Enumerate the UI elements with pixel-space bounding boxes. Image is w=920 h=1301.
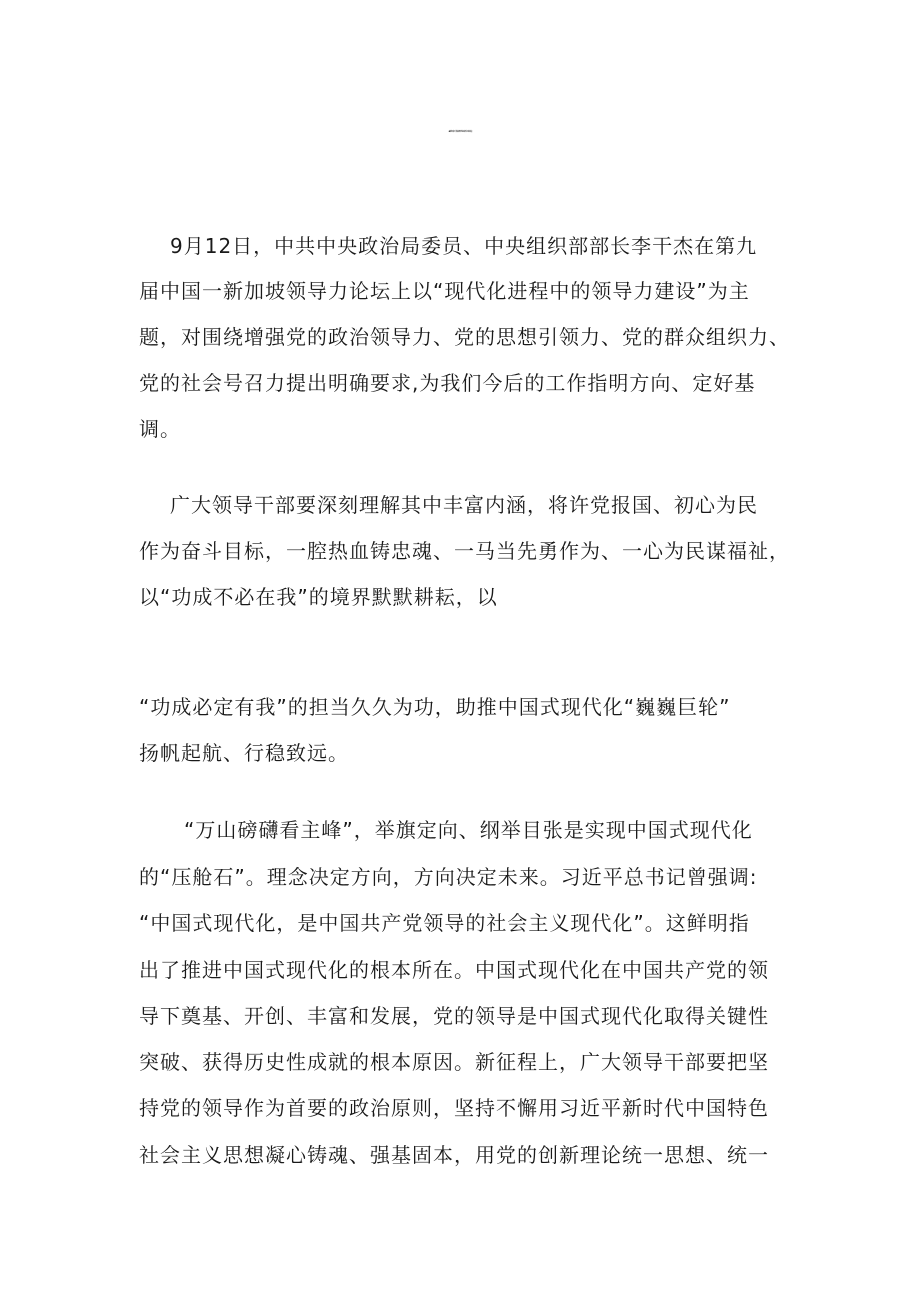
document-title: 2023第九届中国一新加坡领导力论坛讲话学习心得体会 (448, 131, 472, 133)
paragraph-4-line-3: “中国式现代化，是中国共产党领导的社会主义现代化”。这鲜明指 (139, 911, 750, 935)
paragraph-1-line-5: 调。 (139, 417, 181, 441)
paragraph-1-line-3: 题，对围绕增强党的政治领导力、党的思想引领力、党的群众组织力、 (139, 325, 790, 349)
paragraph-4-line-5: 导下奠基、开创、丰富和发展，党的领导是中国式现代化取得关键性 (139, 1004, 769, 1028)
paragraph-3-line-2: 扬帆起航、行稳致远。 (139, 741, 349, 765)
paragraph-1-line-4: 党的社会号召力提出明确要求,为我们今后的工作指明方向、定好基 (139, 371, 756, 395)
paragraph-4-line-1: “万山磅礴看主峰”，举旗定向、纲举目张是实现中国式现代化 (184, 818, 753, 842)
paragraph-4-line-8: 社会主义思想凝心铸魂、强基固本，用党的创新理论统一思想、统一 (139, 1143, 769, 1167)
paragraph-4-line-6: 突破、获得历史性成就的根本原因。新征程上，广大领导干部要把坚 (139, 1050, 769, 1074)
paragraph-2-line-2: 作为奋斗目标，一腔热血铸忠魂、一马当先勇作为、一心为民谋福祉， (139, 539, 790, 563)
paragraph-4-line-2: 的“压舱石”。理念决定方向，方向决定未来。习近平总书记曾强调: (139, 865, 758, 889)
paragraph-2-line-3: 以“功成不必在我”的境界默默耕耘，以 (139, 585, 498, 609)
paragraph-1-line-1: 9月12日，中共中央政治局委员、中央组织部部长李干杰在第九 (170, 234, 758, 258)
paragraph-1-line-2: 届中国一新加坡领导力论坛上以“现代化进程中的领导力建设”为主 (139, 279, 750, 303)
paragraph-3-line-1: “功成必定有我”的担当久久为功，助推中国式现代化“巍巍巨轮” (139, 695, 731, 719)
paragraph-2-line-1: 广大领导干部要深刻理解其中丰富内涵，将许党报国、初心为民 (170, 493, 758, 517)
paragraph-4-line-7: 持党的领导作为首要的政治原则，坚持不懈用习近平新时代中国特色 (139, 1096, 769, 1120)
paragraph-4-line-4: 出了推进中国式现代化的根本所在。中国式现代化在中国共产党的领 (139, 958, 769, 982)
